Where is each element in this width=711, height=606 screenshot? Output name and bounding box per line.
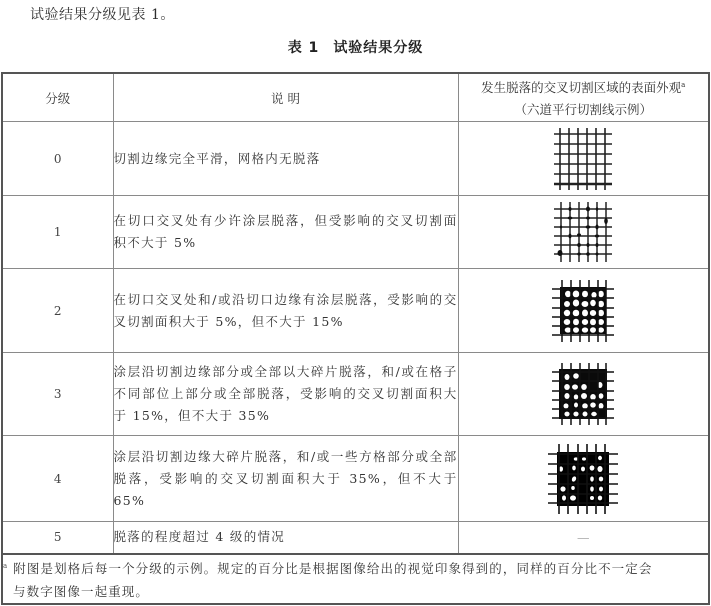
header-description: 说 明 (113, 73, 458, 122)
table-footnote (2, 554, 709, 604)
table-number: 表 1 (287, 40, 320, 56)
table-row (2, 522, 709, 554)
table-row (2, 196, 709, 269)
header-appearance-line1: 发生脱落的交叉切割区域的表面外观 (481, 80, 682, 96)
crosscut-grade-2-icon (550, 278, 616, 344)
footnote-line2: 与数字图像一起重现。 (13, 583, 150, 599)
footnote-mark: a (3, 561, 9, 570)
grade-cell: 0 (2, 122, 113, 196)
crosscut-grade-4-icon (547, 443, 619, 515)
grading-table (1, 72, 710, 605)
appearance-cell (458, 122, 709, 196)
table-row (2, 122, 709, 196)
appearance-cell-empty: — (458, 522, 709, 554)
grade-cell: 1 (2, 196, 113, 269)
table-row (2, 436, 709, 522)
appearance-cell (458, 353, 709, 436)
appearance-cell (458, 196, 709, 269)
description-cell: 切割边缘完全平滑，网格内无脱落 (113, 122, 458, 196)
table-title: 试验结果分级 (333, 40, 424, 56)
header-row (2, 73, 709, 122)
table-caption (0, 37, 711, 57)
description-cell: 涂层沿切割边缘大碎片脱落，和/或一些方格部分或全部脱落，受影响的交叉切割面积大于 35%，但不大于 65% (113, 436, 458, 522)
footnote-row (2, 554, 709, 604)
description-cell: 在切口交叉处和/或沿切口边缘有涂层脱落，受影响的交叉切割面积大于 5%，但不大于 15% (113, 269, 458, 353)
grade-cell: 2 (2, 269, 113, 353)
table-row (2, 353, 709, 436)
footnote-line1: 附图是划格后每一个分级的示例。规定的百分比是根据图像给出的视觉印象得到的，同样的百分比不一定会 (13, 560, 653, 576)
appearance-cell (458, 269, 709, 353)
header-appearance-line2: （六道平行切割线示例） (514, 102, 652, 118)
footnote-mark: a (681, 81, 686, 89)
description-cell: 脱落的程度超过 4 级的情况 (113, 522, 458, 554)
description-cell: 涂层沿切割边缘部分或全部以大碎片脱落，和/或在格子不同部位上部分或全部脱落，受影响的交叉切割面积大于 15%，但不大于 35% (113, 353, 458, 436)
grade-cell: 3 (2, 353, 113, 436)
crosscut-grade-3-icon (550, 361, 616, 427)
description-cell: 在切口交叉处有少许涂层脱落，但受影响的交叉切割面积不大于 5% (113, 196, 458, 269)
intro-text: 试验结果分级见表 1。 (30, 7, 175, 23)
header-grade: 分级 (2, 73, 113, 122)
appearance-cell (458, 436, 709, 522)
crosscut-grade-1-icon (552, 201, 614, 263)
crosscut-grade-0-icon (552, 128, 614, 190)
grade-cell: 4 (2, 436, 113, 522)
grade-cell: 5 (2, 522, 113, 554)
header-appearance (458, 73, 709, 122)
table-row (2, 269, 709, 353)
